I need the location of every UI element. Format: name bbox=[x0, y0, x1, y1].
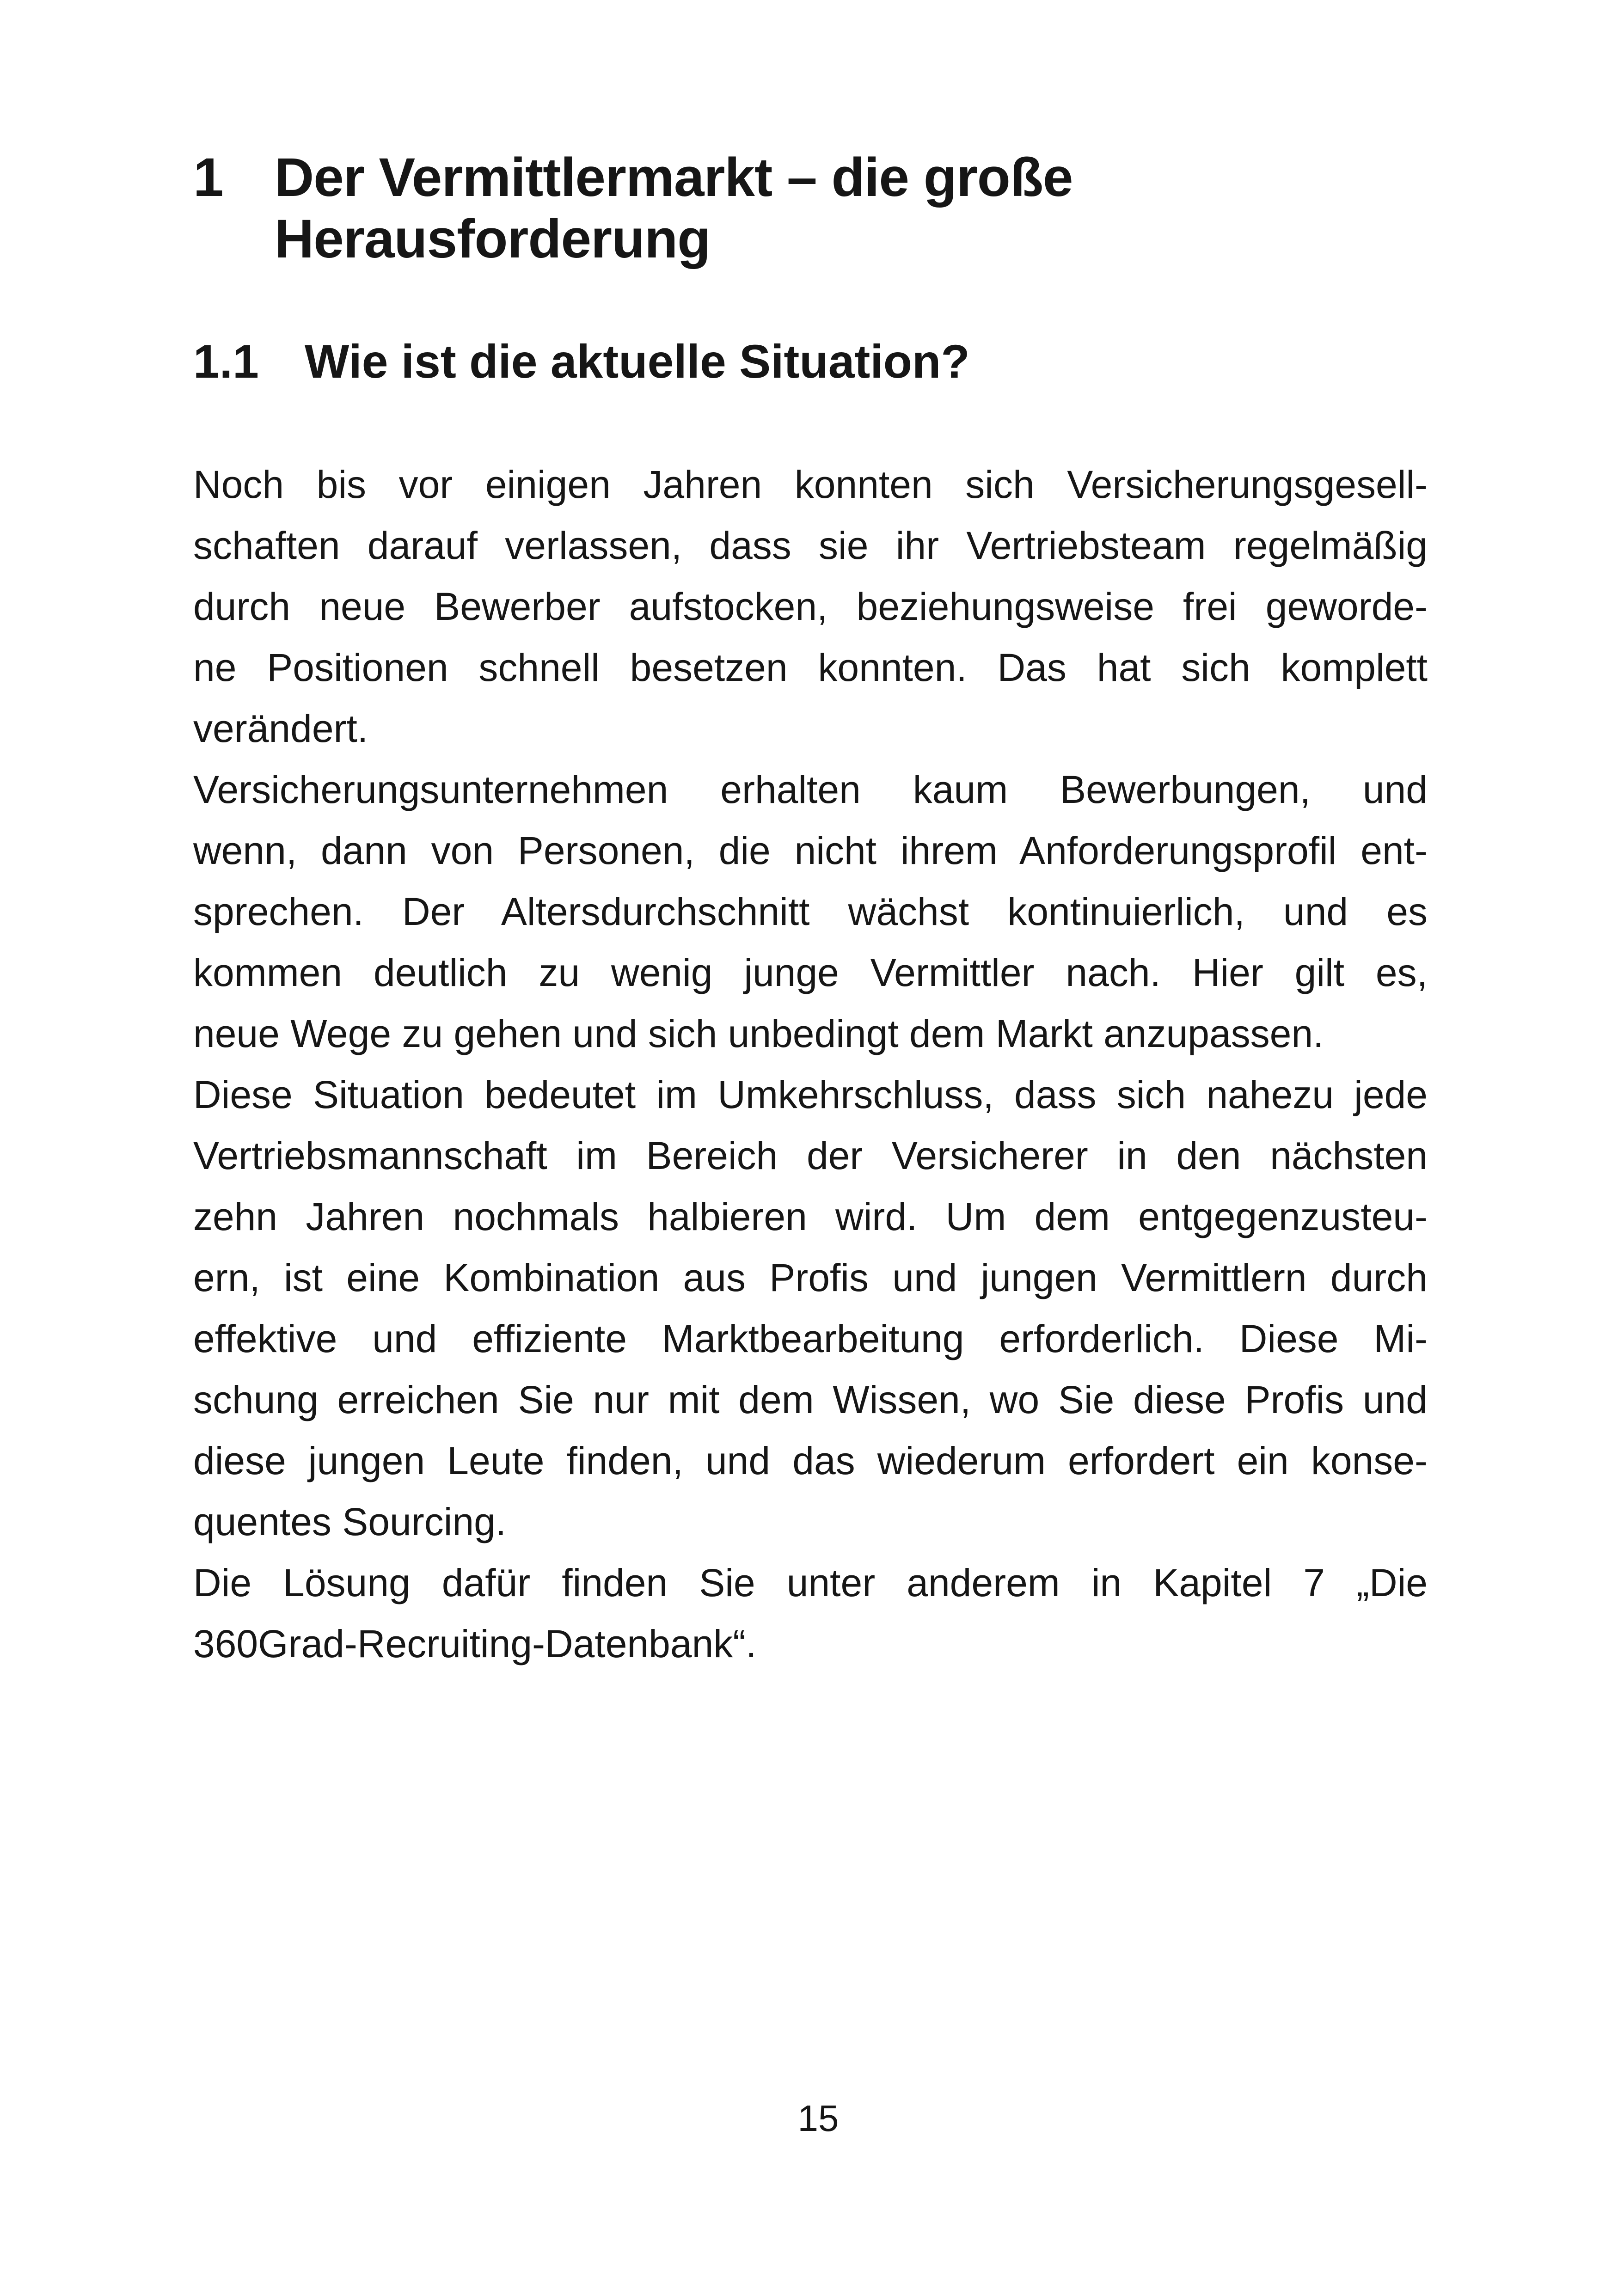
section-number: 1.1 bbox=[193, 335, 259, 388]
text-line: verändert. bbox=[193, 707, 368, 750]
text-line: schung erreichen Sie nur mit dem Wissen, wo Sie diese Profis und bbox=[193, 1378, 1428, 1421]
text-line: Die Lösung dafür finden Sie unter anderem in Kapitel 7 „Die bbox=[193, 1561, 1428, 1604]
text-line: Noch bis vor einigen Jahren konnten sich Versicherungsgesell- bbox=[193, 463, 1428, 506]
text-line: Vertriebsmannschaft im Bereich der Versicherer in den nächsten bbox=[193, 1134, 1428, 1177]
paragraph bbox=[193, 759, 1428, 1064]
text-line: ne Positionen schnell besetzen konnten. Das hat sich komplett bbox=[193, 646, 1428, 689]
chapter-number: 1 bbox=[193, 147, 223, 208]
paragraph bbox=[193, 1552, 1428, 1674]
text-line: ern, ist eine Kombination aus Profis und jungen Vermittlern durch bbox=[193, 1256, 1428, 1299]
paragraph bbox=[193, 1064, 1428, 1552]
text-line: Diese Situation bedeutet im Umkehrschluss, dass sich nahezu jede bbox=[193, 1073, 1428, 1116]
page-number: 15 bbox=[797, 2098, 839, 2139]
text-line: wenn, dann von Personen, die nicht ihrem Anforderungsprofil ent- bbox=[193, 829, 1428, 872]
text-line: 360Grad-Recruiting-Datenbank“. bbox=[193, 1622, 757, 1665]
section-title: Wie ist die aktuelle Situation? bbox=[305, 335, 970, 388]
text-line: sprechen. Der Altersdurchschnitt wächst kontinuierlich, und es bbox=[193, 890, 1428, 933]
text-line: effektive und effiziente Marktbearbeitung erforderlich. Diese Mi- bbox=[193, 1317, 1428, 1360]
chapter-title-line: Der Vermittlermarkt – die große bbox=[275, 147, 1073, 208]
body-text bbox=[193, 454, 1428, 1674]
text-line: Versicherungsunternehmen erhalten kaum Bewerbungen, und bbox=[193, 768, 1428, 811]
text-line: zehn Jahren nochmals halbieren wird. Um dem entgegenzusteu- bbox=[193, 1195, 1428, 1238]
text-line: schaften darauf verlassen, dass sie ihr Vertriebsteam regelmäßig bbox=[193, 524, 1428, 567]
text-line: diese jungen Leute finden, und das wiederum erfordert ein konse- bbox=[193, 1439, 1428, 1482]
chapter-title-line: Herausforderung bbox=[275, 208, 711, 269]
paragraph bbox=[193, 454, 1428, 759]
text-line: neue Wege zu gehen und sich unbedingt dem Markt anzupassen. bbox=[193, 1012, 1324, 1055]
chapter-title bbox=[275, 147, 1384, 270]
text-line: quentes Sourcing. bbox=[193, 1500, 507, 1543]
text-line: durch neue Bewerber aufstocken, beziehungsweise frei geworde- bbox=[193, 585, 1428, 628]
text-line: kommen deutlich zu wenig junge Vermittler nach. Hier gilt es, bbox=[193, 951, 1428, 994]
